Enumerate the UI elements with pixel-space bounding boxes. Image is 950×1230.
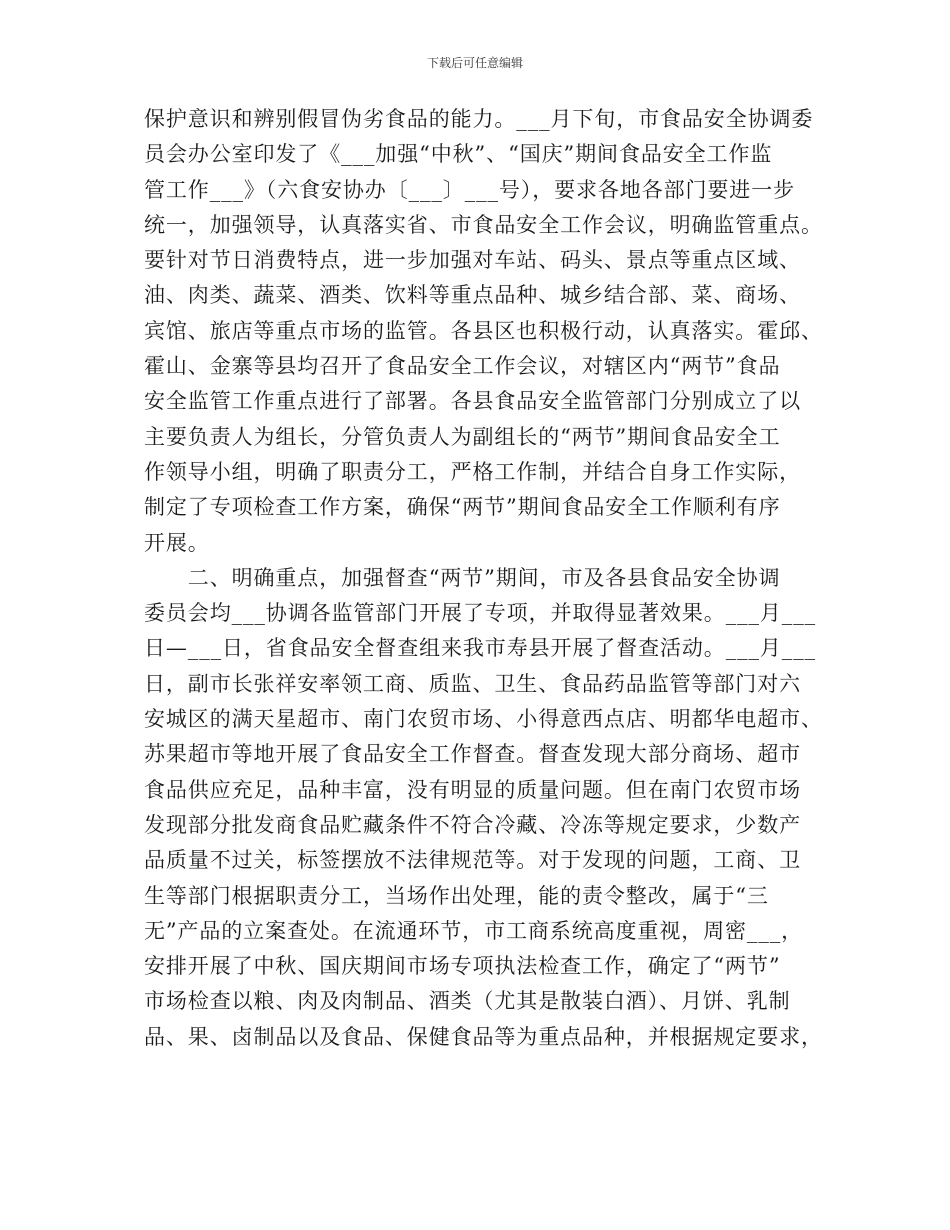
text-line: 生等部门根据职责分工，当场作出处理，能的责令整改，属于“三 (144, 883, 769, 908)
download-note: 下载后可任意编辑 (426, 56, 523, 70)
text-line: 员会办公室印发了《___加强“中秋”、“国庆”期间食品安全工作监 (144, 142, 773, 167)
text-line: 食品供应充足，品种丰富，没有明显的质量问题。但在南门农贸市场 (144, 777, 801, 802)
text-line: 油、肉类、蔬菜、酒类、饮料等重点品种、城乡结合部、菜、商场、 (144, 283, 801, 308)
text-line: 市场检查以粮、肉及肉制品、酒类（尤其是散装白酒）、月饼、乳制 (144, 989, 791, 1014)
text-line: 发现部分批发商食品贮藏条件不符合冷藏、冷冻等规定要求，少数产 (144, 812, 801, 837)
text-line: 日，副市长张祥安率领工商、质监、卫生、食品药品监管等部门对六 (144, 671, 801, 696)
text-line: 安城区的满天星超市、南门农贸市场、小得意西点店、明都华电超市、 (144, 707, 823, 732)
text-line: 要针对节日消费特点，进一步加强对车站、码头、景点等重点区域、 (144, 248, 801, 273)
text-line: 保护意识和辨别假冒伪劣食品的能力。___月下旬，市食品安全协调委 (144, 107, 814, 131)
text-line: 制定了专项检查工作方案，确保“两节”期间食品安全工作顺利有序 (144, 495, 781, 520)
text-line: 品质量不过关，标签摆放不法律规范等。对于发现的问题，工商、卫 (144, 848, 801, 873)
text-line: 管工作___》（六食安协办〔___〕___号），要求各地各部门要进一步 (144, 177, 795, 202)
text-line: 霍山、金寨等县均召开了食品安全工作会议，对辖区内“两节”食品 (144, 354, 781, 379)
text-line: 二、明确重点，加强督查“两节”期间，市及各县食品安全协调 (144, 565, 781, 590)
text-line: 委员会均___协调各监管部门开展了专项，并取得显著效果。___月___ (144, 601, 816, 626)
text-line: 苏果超市等地开展了食品安全工作督查。督查发现大部分商场、超市 (144, 742, 801, 767)
text-line: 统一，加强领导，认真落实省、市食品安全工作会议，明确监管重点。 (144, 212, 823, 237)
text-line: 品、果、卤制品以及食品、保健食品等为重点品种，并根据规定要求， (144, 1024, 823, 1049)
text-line: 主要负责人为组长，分管负责人为副组长的“两节”期间食品安全工 (144, 424, 781, 449)
text-line: 安排开展了中秋、国庆期间市场专项执法检查工作，确定了“两节” (144, 954, 781, 979)
text-line: 宾馆、旅店等重点市场的监管。各县区也积极行动，认真落实。霍邱、 (144, 318, 823, 343)
text-line: 作领导小组，明确了职责分工，严格工作制，并结合自身工作实际， (144, 459, 801, 484)
text-line: 开展。 (144, 530, 210, 555)
text-line: 安全监管工作重点进行了部署。各县食品安全监管部门分别成立了以 (144, 389, 801, 414)
text-line: 日—___日，省食品安全督查组来我市寿县开展了督查活动。___月___ (144, 636, 816, 661)
document-body (144, 102, 823, 1055)
text-line: 无”产品的立案查处。在流通环节，市工商系统高度重视，周密___， (144, 918, 804, 943)
